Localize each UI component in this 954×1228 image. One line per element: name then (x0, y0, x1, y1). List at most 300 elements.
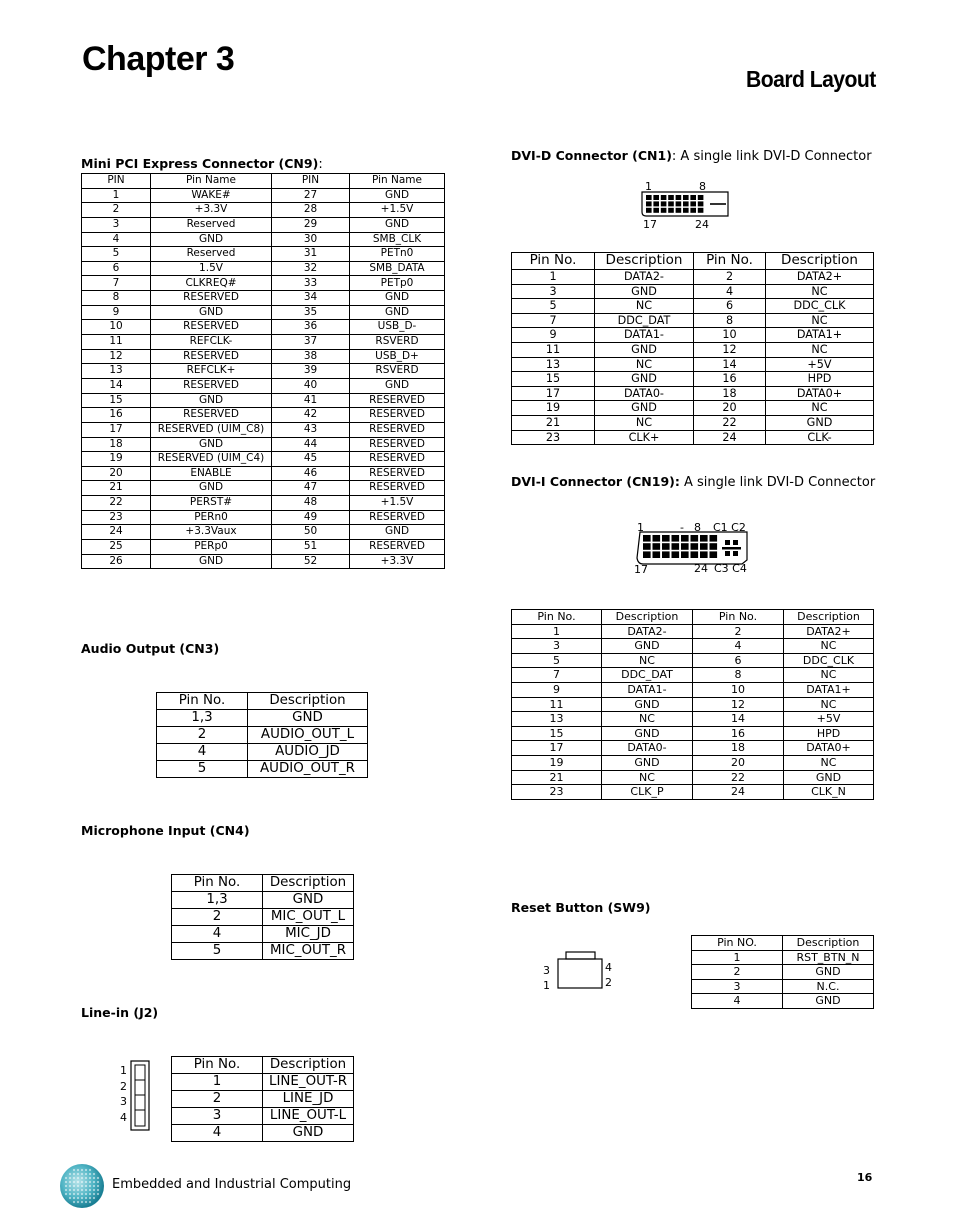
table-row (512, 697, 874, 712)
dvi-d-label-24: 24 (695, 218, 709, 231)
table-header-cell: Description (263, 875, 354, 892)
table-cell: GND (151, 232, 272, 247)
table-row (82, 291, 445, 306)
connector-pin (662, 543, 670, 550)
table-row (172, 1125, 354, 1142)
reset-button-diagram (538, 948, 618, 994)
table-cell: 33 (272, 276, 350, 291)
mic-in-heading-bold: Microphone Input (CN4) (81, 823, 250, 838)
table-cell: DATA1+ (784, 682, 874, 697)
audio-out-heading-bold: Audio Output (CN3) (81, 641, 220, 656)
table-cell: RESERVED (151, 408, 272, 423)
table-row (512, 785, 874, 800)
table-cell: 50 (272, 525, 350, 540)
table-row (172, 943, 354, 960)
table-header-row (157, 693, 368, 710)
table-cell: RESERVED (350, 452, 445, 467)
connector-pin (668, 208, 674, 213)
table-cell: RESERVED (151, 378, 272, 393)
line-in-heading-bold: Line-in (J2) (81, 1005, 159, 1020)
table-cell: 6 (694, 299, 766, 314)
table-cell: 3 (512, 284, 595, 299)
table-row (82, 408, 445, 423)
table-row (82, 393, 445, 408)
reset-table (691, 935, 874, 1009)
table-row (157, 761, 368, 778)
table-cell: DDC_DAT (595, 313, 694, 328)
table-cell: 6 (693, 653, 784, 668)
table-cell: 19 (512, 401, 595, 416)
table-cell: 26 (82, 554, 151, 569)
table-cell: GND (350, 217, 445, 232)
table-cell: MIC_OUT_L (263, 909, 354, 926)
table-cell: RESERVED (350, 422, 445, 437)
connector-pin (653, 195, 659, 200)
dvi-d-table (511, 252, 874, 445)
table-row (692, 965, 874, 980)
mini-pci-heading-rest: : (318, 157, 323, 172)
table-row (512, 430, 874, 445)
table-cell: 18 (694, 386, 766, 401)
table-cell: 5 (512, 653, 602, 668)
connector-pin (643, 543, 651, 550)
dvi-d-label-17: 17 (643, 218, 657, 231)
table-cell: 21 (82, 481, 151, 496)
table-cell: 18 (693, 741, 784, 756)
table-cell: 27 (272, 188, 350, 203)
table-cell: GND (263, 892, 354, 909)
table-cell: 3 (512, 639, 602, 654)
table-cell: 5 (172, 943, 263, 960)
table-cell: RESERVED (UIM_C4) (151, 452, 272, 467)
table-row (512, 682, 874, 697)
table-cell: 18 (82, 437, 151, 452)
table-cell: 17 (512, 386, 595, 401)
table-cell: 20 (694, 401, 766, 416)
table-row (512, 342, 874, 357)
dvi-i-connector-diagram (630, 518, 760, 576)
table-cell: 31 (272, 247, 350, 262)
table-cell: NC (784, 639, 874, 654)
table-row (512, 299, 874, 314)
dvi-d-heading-rest: : A single link DVI-D Connector (671, 149, 872, 164)
table-cell: HPD (784, 726, 874, 741)
table-cell: DDC_CLK (766, 299, 874, 314)
table-cell: +5V (766, 357, 874, 372)
table-row (157, 727, 368, 744)
table-cell: PETn0 (350, 247, 445, 262)
table-cell: 38 (272, 349, 350, 364)
connector-pin (683, 208, 689, 213)
table-cell: 8 (693, 668, 784, 683)
table-cell: 3 (692, 979, 783, 994)
table-cell: LINE_JD (263, 1091, 354, 1108)
table-cell: RESERVED (350, 510, 445, 525)
table-header-cell: Pin No. (157, 693, 248, 710)
table-cell: 4 (693, 639, 784, 654)
table-cell: 13 (82, 364, 151, 379)
table-cell: NC (784, 668, 874, 683)
dvi-i-label-c3c4: C3 C4 (714, 562, 747, 575)
table-cell: USB_D+ (350, 349, 445, 364)
table-cell: 24 (694, 430, 766, 445)
reset-heading (511, 900, 650, 915)
table-cell: 39 (272, 364, 350, 379)
connector-pin (676, 208, 682, 213)
table-cell: 23 (512, 785, 602, 800)
connector-pin (672, 551, 680, 558)
table-cell: 2 (693, 624, 784, 639)
dvi-i-label-24: 24 (694, 562, 708, 575)
dvi-i-pin-grid (643, 535, 717, 558)
table-cell: 4 (157, 744, 248, 761)
table-row (82, 437, 445, 452)
table-cell: 44 (272, 437, 350, 452)
svg-text:-: - (680, 521, 684, 534)
table-cell: 10 (693, 682, 784, 697)
connector-pin (661, 208, 667, 213)
table-cell: 5 (82, 247, 151, 262)
table-cell: 7 (512, 668, 602, 683)
table-row (512, 668, 874, 683)
table-cell: 1 (82, 188, 151, 203)
table-header-cell: Pin No. (693, 610, 784, 625)
table-cell: SMB_CLK (350, 232, 445, 247)
audio-out-table (156, 692, 368, 778)
connector-pin (653, 535, 661, 542)
connector-pin (710, 535, 718, 542)
table-cell: GND (595, 342, 694, 357)
connector-pin (681, 551, 689, 558)
table-cell: 9 (82, 305, 151, 320)
dvi-i-label-1: 1 (637, 521, 644, 534)
table-row (82, 554, 445, 569)
table-cell: NC (595, 299, 694, 314)
connector-pin (698, 195, 704, 200)
table-cell: 40 (272, 378, 350, 393)
table-row (82, 378, 445, 393)
dvi-d-label-1: 1 (645, 180, 652, 193)
table-row (512, 653, 874, 668)
table-cell: 5 (512, 299, 595, 314)
table-cell: RESERVED (151, 320, 272, 335)
table-row (512, 284, 874, 299)
table-cell: 15 (82, 393, 151, 408)
table-header-cell: Pin Name (151, 174, 272, 189)
connector-pin (643, 535, 651, 542)
table-cell: RESERVED (350, 481, 445, 496)
table-cell: 24 (82, 525, 151, 540)
table-cell: DATA0+ (766, 386, 874, 401)
table-cell: GND (248, 710, 368, 727)
table-cell: 9 (512, 328, 595, 343)
table-cell: +5V (784, 712, 874, 727)
line-in-header-diagram (116, 1058, 156, 1132)
table-row (82, 203, 445, 218)
table-row (512, 770, 874, 785)
table-cell: 19 (82, 452, 151, 467)
table-cell: AUDIO_OUT_R (248, 761, 368, 778)
table-cell: RESERVED (350, 408, 445, 423)
table-cell: 52 (272, 554, 350, 569)
table-row (82, 261, 445, 276)
connector-pin (700, 535, 708, 542)
mic-in-heading (81, 823, 250, 838)
connector-pin (691, 535, 699, 542)
connector-pin (683, 201, 689, 206)
table-cell: 2 (692, 965, 783, 980)
table-cell: 22 (694, 415, 766, 430)
reset-label-4: 4 (605, 961, 612, 974)
table-cell: RESERVED (UIM_C8) (151, 422, 272, 437)
table-cell: N.C. (783, 979, 874, 994)
table-cell: WAKE# (151, 188, 272, 203)
mic-in-table (171, 874, 354, 960)
table-cell: MIC_OUT_R (263, 943, 354, 960)
table-cell: 1 (172, 1074, 263, 1091)
table-cell: 25 (82, 540, 151, 555)
table-cell: GND (784, 770, 874, 785)
table-cell: GND (350, 291, 445, 306)
table-cell: NC (766, 284, 874, 299)
table-cell: 14 (82, 378, 151, 393)
table-cell: 45 (272, 452, 350, 467)
table-row (692, 979, 874, 994)
connector-pin (661, 195, 667, 200)
connector-pin (710, 551, 718, 558)
table-cell: 41 (272, 393, 350, 408)
table-cell: 51 (272, 540, 350, 555)
table-row (512, 726, 874, 741)
table-row (512, 639, 874, 654)
table-cell: 24 (693, 785, 784, 800)
table-cell: ENABLE (151, 466, 272, 481)
connector-pin (646, 195, 652, 200)
table-cell: DATA2- (602, 624, 693, 639)
table-cell: GND (595, 401, 694, 416)
table-cell: 13 (512, 357, 595, 372)
table-cell: 2 (82, 203, 151, 218)
table-header-cell: PIN (82, 174, 151, 189)
table-cell: 35 (272, 305, 350, 320)
table-cell: RESERVED (350, 466, 445, 481)
table-cell: +3.3Vaux (151, 525, 272, 540)
connector-pin (681, 535, 689, 542)
table-cell: 29 (272, 217, 350, 232)
table-cell: DATA0- (595, 386, 694, 401)
connector-pin (653, 201, 659, 206)
table-row (692, 994, 874, 1009)
connector-pin (691, 551, 699, 558)
connector-pin (683, 195, 689, 200)
table-row (82, 540, 445, 555)
table-cell: DATA1- (602, 682, 693, 697)
table-row (512, 386, 874, 401)
table-cell: 14 (694, 357, 766, 372)
table-row (82, 335, 445, 350)
table-header-cell: Description (766, 253, 874, 270)
table-cell: 8 (82, 291, 151, 306)
table-cell: 16 (693, 726, 784, 741)
table-row (82, 510, 445, 525)
dvi-i-heading-rest: A single link DVI-D Connector (679, 475, 876, 490)
table-cell: +3.3V (151, 203, 272, 218)
mini-pci-table (81, 173, 445, 569)
mini-pci-heading (81, 156, 323, 172)
table-cell: 20 (693, 755, 784, 770)
table-cell: 2 (172, 909, 263, 926)
table-cell: GND (151, 554, 272, 569)
table-cell: RESERVED (350, 437, 445, 452)
table-cell: 16 (694, 372, 766, 387)
footer-tagline: Embedded and Industrial Computing (112, 1177, 352, 1192)
connector-pin (676, 195, 682, 200)
table-cell: 5 (157, 761, 248, 778)
audio-out-heading (81, 641, 219, 656)
table-cell: 43 (272, 422, 350, 437)
connector-pin (668, 195, 674, 200)
table-row (512, 357, 874, 372)
table-cell: 3 (172, 1108, 263, 1125)
table-header-row (692, 936, 874, 951)
table-cell: GND (151, 437, 272, 452)
table-cell: RESERVED (151, 291, 272, 306)
table-cell: PETp0 (350, 276, 445, 291)
connector-pin (646, 208, 652, 213)
table-row (512, 270, 874, 285)
table-row (512, 741, 874, 756)
connector-pin (700, 551, 708, 558)
table-cell: 9 (512, 682, 602, 697)
table-row (82, 217, 445, 232)
table-cell: GND (350, 525, 445, 540)
connector-pin (662, 551, 670, 558)
connector-pin (690, 195, 696, 200)
table-cell: NC (595, 415, 694, 430)
connector-pin (710, 543, 718, 550)
table-cell: 46 (272, 466, 350, 481)
table-cell: 37 (272, 335, 350, 350)
table-cell: PERST# (151, 496, 272, 511)
connector-pin (681, 543, 689, 550)
table-cell: DDC_CLK (784, 653, 874, 668)
table-cell: 11 (512, 342, 595, 357)
line-in-label-3: 3 (120, 1095, 127, 1108)
dvi-i-label-8: 8 (694, 521, 701, 534)
connector-pin (676, 201, 682, 206)
table-header-cell: Pin No. (512, 610, 602, 625)
table-cell: LINE_OUT-R (263, 1074, 354, 1091)
table-cell: RSVERD (350, 335, 445, 350)
table-cell: 49 (272, 510, 350, 525)
table-cell: 34 (272, 291, 350, 306)
table-row (82, 305, 445, 320)
table-cell: RESERVED (350, 540, 445, 555)
table-header-cell: Pin No. (512, 253, 595, 270)
table-row (512, 328, 874, 343)
table-cell: 20 (82, 466, 151, 481)
table-cell: LINE_OUT-L (263, 1108, 354, 1125)
table-cell: DATA2- (595, 270, 694, 285)
table-header-row (512, 610, 874, 625)
connector-pin (661, 201, 667, 206)
table-cell: 14 (693, 712, 784, 727)
table-header-cell: Description (602, 610, 693, 625)
table-cell: CLK_N (784, 785, 874, 800)
table-cell: GND (595, 372, 694, 387)
table-cell: 36 (272, 320, 350, 335)
table-cell: 4 (172, 1125, 263, 1142)
table-cell: 1 (692, 950, 783, 965)
table-cell: DATA1- (595, 328, 694, 343)
table-cell: DATA1+ (766, 328, 874, 343)
table-cell: 48 (272, 496, 350, 511)
table-cell: GND (783, 994, 874, 1009)
connector-pin (700, 543, 708, 550)
table-header-cell: PIN (272, 174, 350, 189)
table-row (512, 415, 874, 430)
table-cell: DATA2+ (766, 270, 874, 285)
connector-pin (672, 543, 680, 550)
table-header-cell: Description (263, 1057, 354, 1074)
table-cell: Reserved (151, 217, 272, 232)
table-row (82, 320, 445, 335)
table-cell: SMB_DATA (350, 261, 445, 276)
table-cell: GND (783, 965, 874, 980)
table-row (512, 624, 874, 639)
table-cell: GND (151, 305, 272, 320)
connector-pin (653, 208, 659, 213)
table-cell: 1,3 (157, 710, 248, 727)
table-row (172, 909, 354, 926)
chapter-title: Chapter 3 (82, 40, 235, 78)
table-row (512, 401, 874, 416)
connector-pin (653, 551, 661, 558)
table-cell: HPD (766, 372, 874, 387)
table-row (82, 452, 445, 467)
table-cell: GND (151, 481, 272, 496)
table-cell: USB_D- (350, 320, 445, 335)
table-header-cell: Pin No. (694, 253, 766, 270)
table-row (82, 525, 445, 540)
table-cell: MIC_JD (263, 926, 354, 943)
table-cell: NC (766, 313, 874, 328)
table-row (82, 276, 445, 291)
dvi-d-heading (511, 148, 872, 164)
table-row (512, 755, 874, 770)
table-cell: 47 (272, 481, 350, 496)
table-cell: 23 (82, 510, 151, 525)
connector-pin (691, 543, 699, 550)
table-cell: 21 (512, 415, 595, 430)
table-cell: NC (766, 401, 874, 416)
table-row (172, 1074, 354, 1091)
table-cell: RSVERD (350, 364, 445, 379)
table-row (82, 466, 445, 481)
table-row (172, 892, 354, 909)
table-cell: CLK+ (595, 430, 694, 445)
dvi-i-heading-bold: DVI-I Connector (CN19): (511, 474, 680, 489)
table-cell: 28 (272, 203, 350, 218)
table-cell: 2 (172, 1091, 263, 1108)
table-cell: +3.3V (350, 554, 445, 569)
table-cell: +1.5V (350, 203, 445, 218)
table-cell: Reserved (151, 247, 272, 262)
table-row (82, 232, 445, 247)
table-cell: 7 (512, 313, 595, 328)
table-header-cell: Pin No. (172, 875, 263, 892)
table-row (512, 313, 874, 328)
